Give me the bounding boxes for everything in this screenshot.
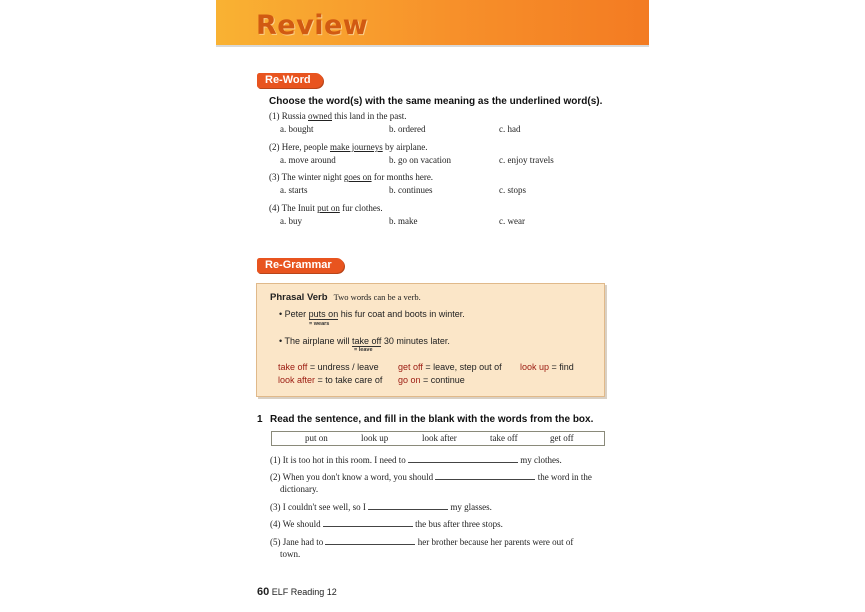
definition-get-off: get off = leave, step out of [398,362,502,372]
option-4b: b. make [389,216,418,226]
exercise-sentence-1: (1) It is too hot in this room. I need to my clothes. [270,455,562,465]
option-1b: b. ordered [389,124,426,134]
option-4a: a. buy [280,216,302,226]
example-1: • Peter puts on his fur coat and boots in winter. [279,309,465,319]
option-4c: c. wear [499,216,525,226]
page-number: 60 [257,586,270,598]
example-2-note: = leave [354,347,373,353]
option-1a: a. bought [280,124,314,134]
word-box [271,431,605,446]
exercise-sentence-2-line2: dictionary. [280,484,319,494]
definition-look-after: look after = to take care of [278,375,383,385]
option-3c: c. stops [499,185,526,195]
page [216,0,649,612]
definition-go-on: go on = continue [398,375,465,385]
phrasal-verb-box [256,283,605,397]
option-1c: c. had [499,124,521,134]
answer-blank[interactable] [323,518,413,527]
box-heading: Phrasal Verb Two words can be a verb. [270,292,421,303]
word-box-item: look after [422,433,457,443]
book-title: ELF Reading 12 [271,587,337,597]
word-box-item: look up [361,433,389,443]
option-3a: a. starts [280,185,308,195]
page-footer [257,586,337,598]
word-box-item: put on [305,433,328,443]
word-box-item: take off [490,433,518,443]
reword-question-3: (3) The winter night goes on for months here. [269,172,434,182]
option-2b: b. go on vacation [389,155,451,165]
example-1-note: = wears [309,321,330,327]
example-2: • The airplane will take off 30 minutes later. [279,336,450,346]
option-2a: a. move around [280,155,336,165]
definition-look-up: look up = find [520,362,574,372]
reword-question-4: (4) The Inuit put on fur clothes. [269,203,383,213]
definition-take-off: take off = undress / leave [278,362,379,372]
answer-blank[interactable] [408,454,518,463]
page-title: Review [256,10,369,41]
exercise-sentence-2: (2) When you don't know a word, you should the word in the [270,472,592,482]
exercise-sentence-5-line2: town. [280,549,301,559]
reword-question-2: (2) Here, people make journeys by airplane. [269,142,428,152]
header-banner [216,0,649,47]
exercise-sentence-4: (4) We should the bus after three stops. [270,519,503,529]
reword-question-1: (1) Russia owned this land in the past. [269,111,407,121]
exercise-sentence-3: (3) I couldn't see well, so I my glasses. [270,502,492,512]
exercise-instruction: Read the sentence, and fill in the blank with the words from the box. [270,414,594,425]
reword-tag: Re-Word [257,73,323,88]
option-3b: b. continues [389,185,433,195]
reword-instruction: Choose the word(s) with the same meaning as the underlined word(s). [269,96,603,107]
exercise-number: 1 [257,414,263,425]
option-2c: c. enjoy travels [499,155,554,165]
answer-blank[interactable] [435,471,535,480]
answer-blank[interactable] [325,536,415,545]
regrammar-tag: Re-Grammar [257,258,344,273]
answer-blank[interactable] [368,501,448,510]
exercise-sentence-5: (5) Jane had to her brother because her parents were out of [270,537,574,547]
word-box-item: get off [550,433,574,443]
